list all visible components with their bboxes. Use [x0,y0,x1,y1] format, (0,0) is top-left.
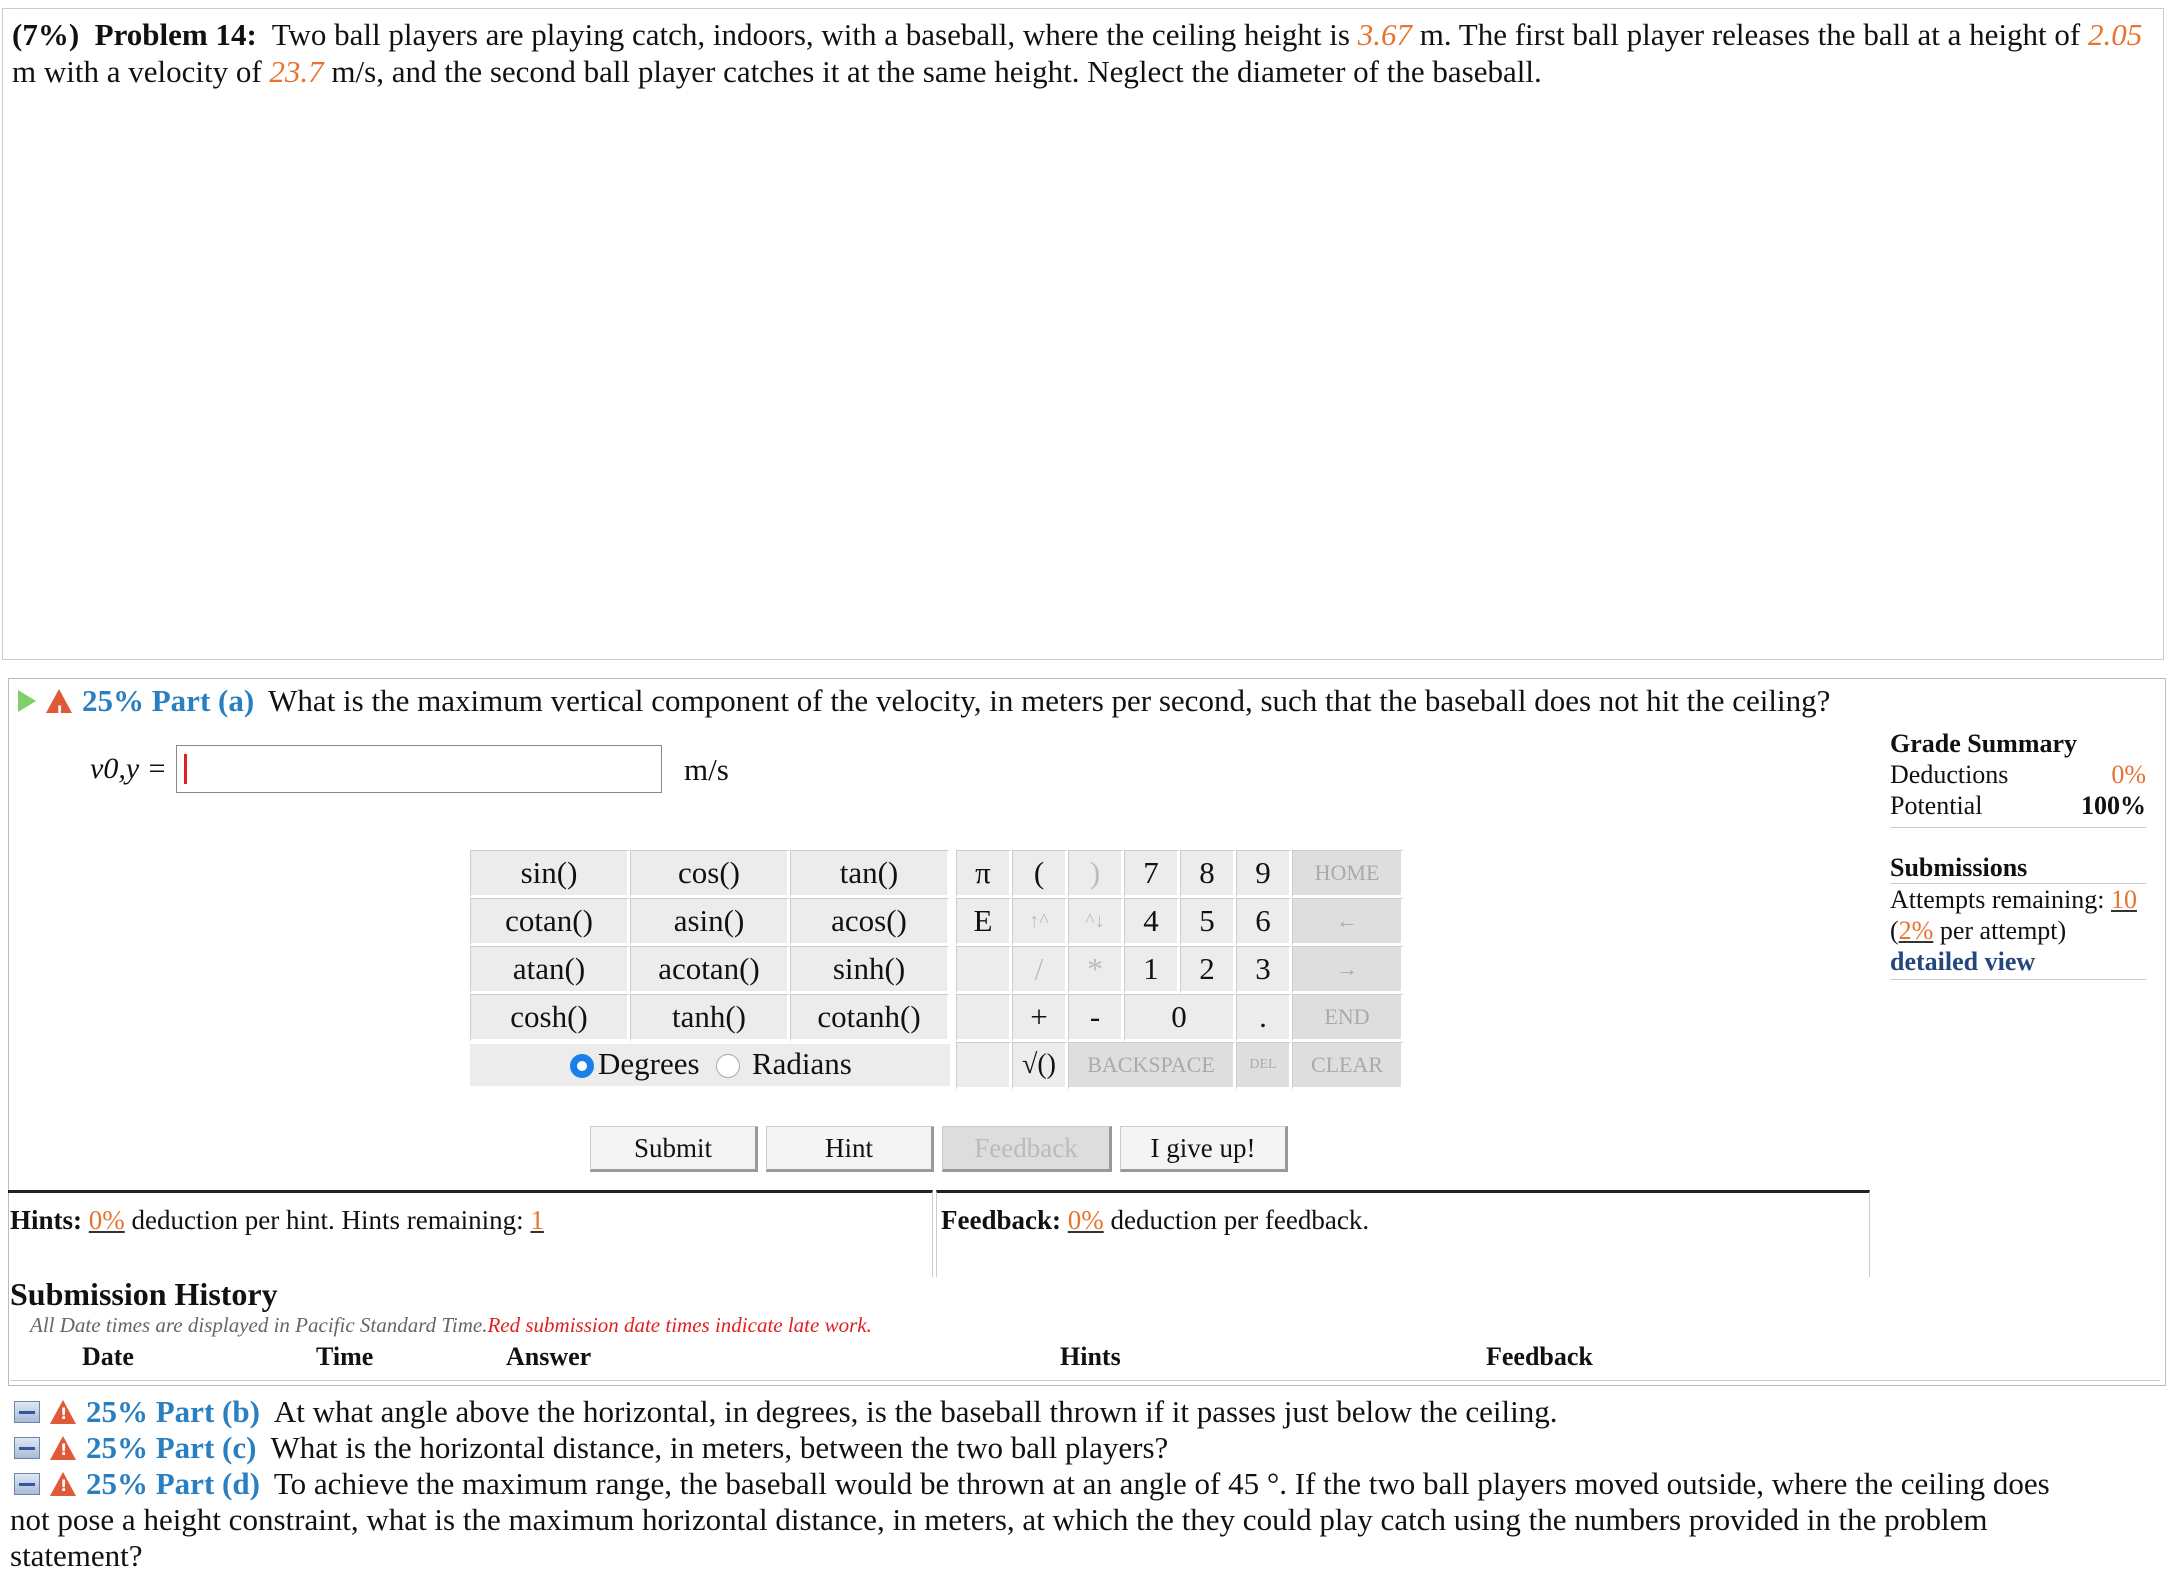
key-divide[interactable]: / [1012,946,1068,994]
attempts-label: Attempts remaining: [1890,885,2105,914]
part-d-question-line2: not pose a height constraint, what is the maximum horizontal distance, in meters, at which the they could play catch using the numbers provided in the problem [10,1502,1988,1537]
key-tanh[interactable]: tanh() [630,994,790,1042]
deductions-value: 0% [2111,760,2146,789]
col-answer: Answer [506,1342,592,1371]
unit-label: m/s [684,752,729,787]
feedback-panel [936,1190,1870,1277]
key-rparen[interactable]: ) [1068,850,1124,898]
col-date: Date [82,1342,134,1371]
part-b-question: At what angle above the horizontal, in degrees, is the baseball thrown if it passes just below the ceiling. [273,1394,1558,1429]
warning-icon [50,1436,76,1460]
divider [1890,827,2146,828]
part-d-label: 25% Part (d) [86,1466,260,1501]
problem-text-2: m. The first ball player releases the ball at a height of [1419,17,2081,52]
key-lparen[interactable]: ( [1012,850,1068,898]
key-home[interactable]: HOME [1292,850,1404,898]
key-asin[interactable]: asin() [630,898,790,946]
open-paren: ( [1890,916,1899,945]
feedback-deduction: 0% [1067,1205,1104,1235]
key-up-arrow[interactable]: ↑^ [1012,898,1068,946]
warning-icon [50,1400,76,1424]
per-attempt-pct: 2% [1898,916,1934,945]
collapse-icon[interactable] [14,1473,40,1495]
key-end[interactable]: END [1292,994,1404,1042]
key-dot[interactable]: . [1236,994,1292,1042]
hints-panel [8,1190,933,1277]
key-sinh[interactable]: sinh() [790,946,950,994]
col-hints: Hints [1060,1342,1121,1371]
col-feedback: Feedback [1486,1342,1593,1371]
degrees-radio[interactable] [570,1054,594,1078]
grade-summary-title: Grade Summary [1890,729,2078,758]
part-d-question: To achieve the maximum range, the baseball would be thrown at an angle of 45 °. If the two ball players moved outside, where the ceiling does [273,1466,2050,1501]
text-caret [184,754,187,784]
hints-remaining: 1 [530,1205,544,1235]
submission-history-note: All Date times are displayed in Pacific Standard Time.Red submission date times indicate late work. [30,1313,872,1337]
key-1[interactable]: 1 [1124,946,1180,994]
key-acotan[interactable]: acotan() [630,946,790,994]
key-6[interactable]: 6 [1236,898,1292,946]
problem-title: Problem 14: [94,17,257,52]
submission-history [10,1276,2160,1338]
key-cotanh[interactable]: cotanh() [790,994,950,1042]
height-value: 2.05 [2088,17,2143,52]
radians-label: Radians [752,1046,852,1081]
part-a-header [18,682,1830,720]
key-cosh[interactable]: cosh() [470,994,630,1042]
key-0[interactable]: 0 [1124,994,1236,1042]
per-attempt-row [1890,915,2146,946]
part-a-question: What is the maximum vertical component of the velocity, in meters per second, such that the baseball does not hit the ceiling? [268,683,1831,718]
key-4[interactable]: 4 [1124,898,1180,946]
key-down-arrow[interactable]: ^↓ [1068,898,1124,946]
key-9[interactable]: 9 [1236,850,1292,898]
grade-summary [1890,728,2146,980]
warning-icon [46,689,72,713]
potential-value: 100% [2081,791,2146,820]
history-divider [10,1380,2160,1381]
detailed-view-link[interactable]: detailed view [1890,947,2036,976]
collapse-icon[interactable] [14,1401,40,1423]
part-a-label: 25% Part (a) [82,683,255,718]
feedback-label: Feedback: [941,1205,1061,1235]
key-multiply[interactable]: * [1068,946,1124,994]
part-b-row[interactable] [14,1394,1558,1430]
key-pi[interactable]: π [956,850,1012,898]
hints-label: Hints: [10,1205,83,1235]
submit-button[interactable]: Submit [590,1126,758,1172]
part-c-row[interactable] [14,1430,1168,1466]
key-sin[interactable]: sin() [470,850,630,898]
problem-box [2,8,2164,660]
attempts-row [1890,884,2146,915]
hints-text: deduction per hint. Hints remaining: [131,1205,524,1235]
key-blank-2 [956,994,1012,1042]
problem-statement [12,16,2152,90]
key-3[interactable]: 3 [1236,946,1292,994]
key-2[interactable]: 2 [1180,946,1236,994]
deductions-row [1890,759,2146,790]
submission-history-title: Submission History [10,1276,278,1312]
key-8[interactable]: 8 [1180,850,1236,898]
problem-weight: (7%) [12,17,80,52]
ceiling-value: 3.67 [1357,17,1412,52]
key-minus[interactable]: - [1068,994,1124,1042]
submissions-title: Submissions [1890,853,2028,882]
variable-label: v0,y = [90,752,167,785]
key-cos[interactable]: cos() [630,850,790,898]
key-sqrt[interactable]: √() [1012,1042,1068,1090]
part-d-row[interactable] [14,1466,2050,1502]
key-e[interactable]: E [956,898,1012,946]
radians-radio[interactable] [716,1054,740,1078]
key-acos[interactable]: acos() [790,898,950,946]
key-blank-3 [956,1042,1012,1090]
key-blank-1 [956,946,1012,994]
angle-mode [470,1044,950,1086]
key-del[interactable]: DEL [1236,1042,1292,1090]
hint-button[interactable]: Hint [766,1126,934,1172]
key-cotan[interactable]: cotan() [470,898,630,946]
degrees-label: Degrees [598,1046,700,1081]
potential-label: Potential [1890,791,1983,820]
attempts-value: 10 [2110,885,2137,914]
hints-deduction: 0% [88,1205,125,1235]
col-time: Time [316,1342,374,1371]
key-right-arrow[interactable]: → [1292,946,1404,994]
give-up-button[interactable]: I give up! [1120,1126,1288,1172]
part-c-question: What is the horizontal distance, in meters, between the two ball players? [270,1430,1169,1465]
per-attempt-text: per attempt) [1939,916,2067,945]
collapse-icon[interactable] [14,1437,40,1459]
key-tan[interactable]: tan() [790,850,950,898]
deductions-label: Deductions [1890,760,2009,789]
feedback-button[interactable]: Feedback [942,1126,1112,1172]
problem-text-1: Two ball players are playing catch, indoors, with a baseball, where the ceiling height is [271,17,1350,52]
warning-icon [50,1472,76,1496]
answer-input[interactable] [176,745,662,793]
problem-text-3: m with a velocity of [12,54,262,89]
key-plus[interactable]: + [1012,994,1068,1042]
problem-text-4: m/s, and the second ball player catches it at the same height. Neglect the diameter of the baseball. [331,54,1542,89]
key-atan[interactable]: atan() [470,946,630,994]
expand-play-icon[interactable] [18,690,36,712]
key-backspace[interactable]: BACKSPACE [1068,1042,1236,1090]
key-left-arrow[interactable]: ← [1292,898,1404,946]
velocity-value: 23.7 [269,54,324,89]
part-d-question-line3: statement? [10,1538,143,1573]
key-clear[interactable]: CLEAR [1292,1042,1404,1090]
key-7[interactable]: 7 [1124,850,1180,898]
feedback-text: deduction per feedback. [1110,1205,1370,1235]
potential-row [1890,790,2146,821]
part-c-label: 25% Part (c) [86,1430,257,1465]
key-5[interactable]: 5 [1180,898,1236,946]
part-b-label: 25% Part (b) [86,1394,260,1429]
divider [1890,979,2146,980]
